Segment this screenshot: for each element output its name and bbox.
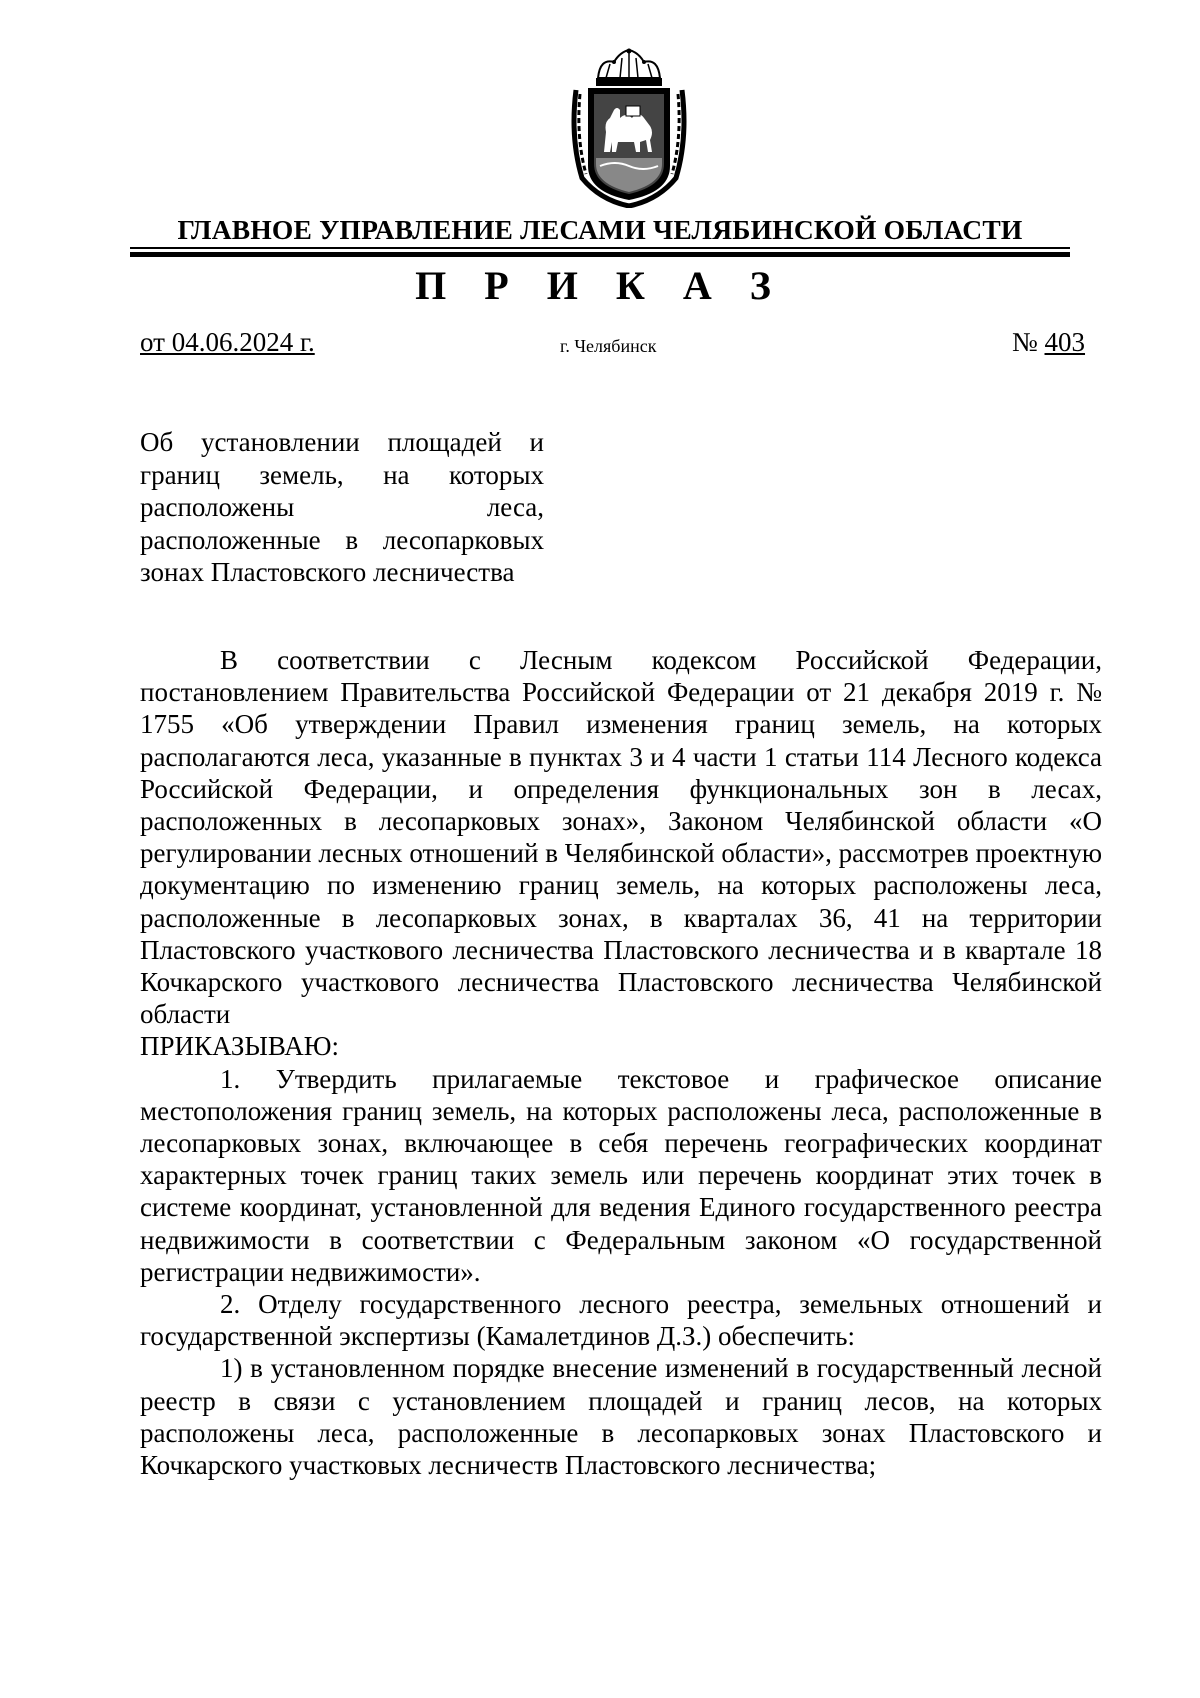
item-1-paragraph: 1. Утвердить прилагаемые текстовое и графическое описание местоположения границ земель, на которых расположены леса, расположенные в лесопарковых зонах, включающее в себя перечень географических координат характерных точек границ таких земель или перечень координат этих точек в системе координат, установленной для ведения Единого государственного реестра недвижимости в соответствии с Федеральным законом «О государственной регистрации недвижимости». <box>140 1063 1102 1287</box>
order-date: от 04.06.2024 г. <box>140 327 315 357</box>
order-subject: Об установлении площадей и границ земель, на которых расположены леса, расположенные в лесопарковых зонах Пластовского лесничества <box>140 427 544 588</box>
number-value: 403 <box>1044 327 1086 357</box>
header-rule-thick <box>130 252 1070 257</box>
number-prefix: № <box>1012 327 1038 357</box>
order-city: г. Челябинск <box>560 336 657 356</box>
item-2-1-paragraph: 1) в установленном порядке внесение изменений в государственный лесной реестр в связи с установлением площадей и границ лесов, на которых расположены леса, расположенные в лесопарковых зонах Пластовского и Кочкарского участковых лесничеств Пластовского лесничества; <box>140 1353 1102 1481</box>
item-2-paragraph: 2. Отделу государственного лесного реестра, земельных отношений и государственной экспертизы (Камалетдинов Д.З.) обеспечить: <box>140 1289 1102 1352</box>
order-directive: ПРИКАЗЫВАЮ: <box>140 1031 339 1062</box>
agency-name: ГЛАВНОЕ УПРАВЛЕНИЕ ЛЕСАМИ ЧЕЛЯБИНСКОЙ ОБЛАСТИ <box>177 214 1023 245</box>
order-number <box>1012 327 1085 358</box>
preamble-paragraph: В соответствии с Лесным кодексом Российской Федерации, постановлением Правительства Российской Федерации от 21 декабря 2019 г. № 1755 «Об утверждении Правил изменения границ земель, на которых располагаются леса, указанные в пунктах 3 и 4 части 1 статьи 114 Лесного кодекса Российской Федерации, и определения функциональных зон в лесах, расположенных в лесопарковых зонах», Законом Челябинской области «О регулировании лесных отношений в Челябинской области», рассмотрев проектную документацию по изменению границ земель, на которых расположены леса, расположенные в лесопарковых зонах, в кварталах 36, 41 на территории Пластовского участкового лесничества Пластовского лесничества и в квартале 18 Кочкарского участкового лесничества Пластовского лесничества Челябинской области <box>140 645 1102 1030</box>
document-type: П Р И К А З <box>415 263 785 308</box>
chelyabinsk-coat-of-arms-icon <box>570 48 688 208</box>
header-rule-thin <box>130 247 1070 249</box>
order-body <box>140 644 1102 1481</box>
